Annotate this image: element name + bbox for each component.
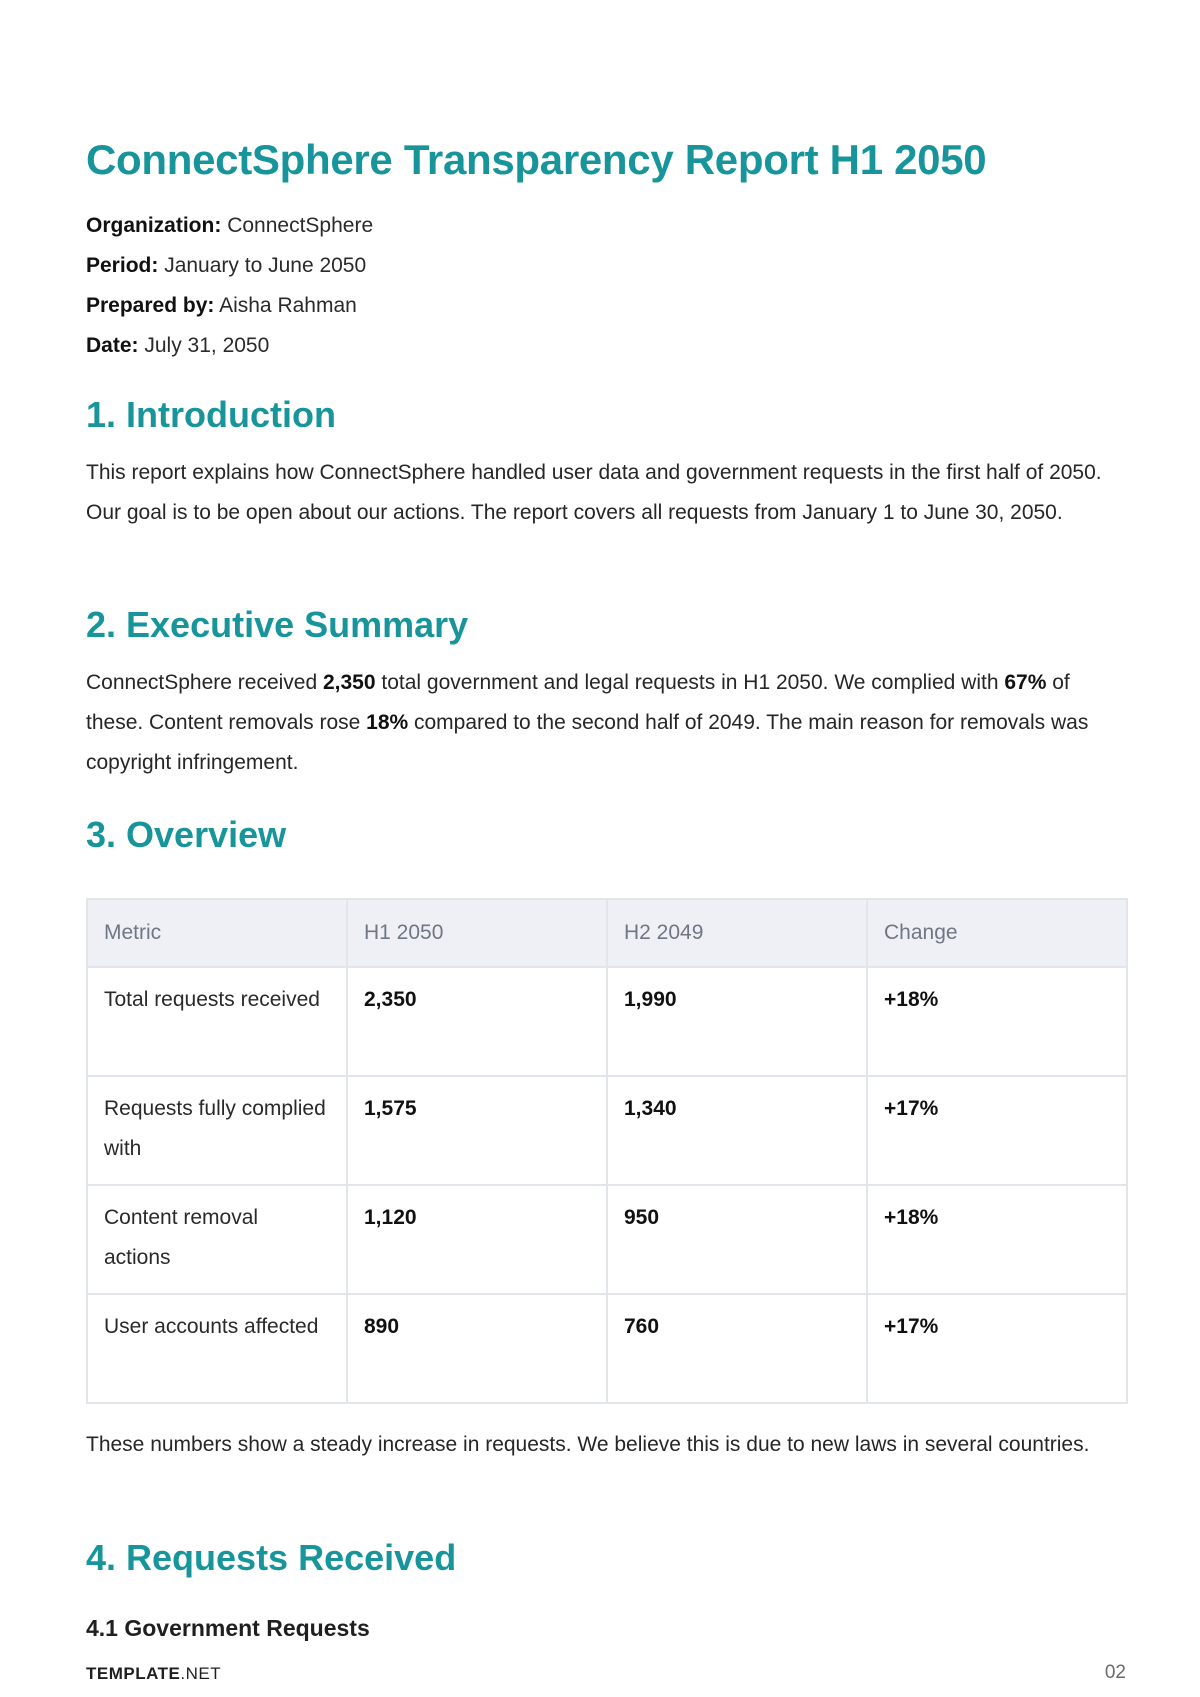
summary-removal-increase: 18% (366, 711, 409, 734)
metric-cell: Content removal actions (87, 1185, 347, 1294)
summary-total-requests: 2,350 (322, 671, 376, 694)
table-row (87, 1185, 1127, 1294)
summary-text-part: compared to the second half of 2049. The main reason for removals was copyright infringement. (86, 711, 1089, 774)
change-cell: +17% (867, 1294, 1127, 1403)
h2-2049-cell: 1,340 (607, 1076, 867, 1185)
h1-2050-cell: 1,120 (347, 1185, 607, 1294)
metric-cell: Total requests received (87, 967, 347, 1076)
meta-value: January to June 2050 (164, 254, 367, 277)
overview-note: These numbers show a steady increase in requests. We believe this is due to new laws in several countries. (86, 1433, 1090, 1456)
meta-date (86, 326, 373, 366)
requests-received-heading: 4. Requests Received (86, 1537, 457, 1578)
table-row (87, 1294, 1127, 1403)
meta-prepared-by (86, 286, 373, 326)
h1-2050-cell: 890 (347, 1294, 607, 1403)
overview-heading: 3. Overview (86, 814, 287, 855)
meta-label: Prepared by: (86, 294, 215, 317)
change-cell: +18% (867, 967, 1127, 1076)
column-header: H1 2050 (347, 899, 607, 967)
introduction-text: This report explains how ConnectSphere handled user data and government requests in the first half of 2050. Our goal is to be open about our actions. The report covers all requests from January 1 to June 30, 2050. (86, 461, 1102, 524)
executive-summary-heading: 2. Executive Summary (86, 604, 469, 645)
summary-text-part: total government and legal requests in H1 2050. We complied with (375, 671, 1005, 694)
column-header: Change (867, 899, 1127, 967)
column-header: Metric (87, 899, 347, 967)
meta-organization (86, 206, 373, 246)
page-number: 02 (1104, 1662, 1126, 1683)
change-cell: +18% (867, 1185, 1127, 1294)
h1-2050-cell: 1,575 (347, 1076, 607, 1185)
table-header-row (87, 899, 1127, 967)
meta-value: ConnectSphere (227, 214, 374, 237)
brand-name: TEMPLATE (86, 1664, 181, 1683)
h1-2050-cell: 2,350 (347, 967, 607, 1076)
meta-label: Period: (86, 254, 159, 277)
meta-label: Date: (86, 334, 139, 357)
overview-table (86, 898, 1128, 1404)
summary-text-part: ConnectSphere received (86, 671, 323, 694)
summary-text-part: of these. Content removals rose (86, 671, 1070, 734)
document-meta (86, 206, 373, 366)
document-title: ConnectSphere Transparency Report H1 2050 (86, 136, 987, 183)
footer-brand-logo (86, 1664, 221, 1684)
meta-value: Aisha Rahman (219, 294, 357, 317)
column-header: H2 2049 (607, 899, 867, 967)
table-row (87, 967, 1127, 1076)
brand-suffix: .NET (180, 1664, 222, 1683)
h2-2049-cell: 1,990 (607, 967, 867, 1076)
meta-period (86, 246, 373, 286)
government-requests-subheading: 4.1 Government Requests (86, 1615, 370, 1641)
introduction-heading: 1. Introduction (86, 394, 336, 435)
h2-2049-cell: 760 (607, 1294, 867, 1403)
h2-2049-cell: 950 (607, 1185, 867, 1294)
metric-cell: Requests fully complied with (87, 1076, 347, 1185)
meta-value: July 31, 2050 (144, 334, 270, 357)
executive-summary-text (86, 663, 1126, 783)
summary-compliance-rate: 67% (1004, 671, 1047, 694)
meta-label: Organization: (86, 214, 222, 237)
metric-cell: User accounts affected (87, 1294, 347, 1403)
table-row (87, 1076, 1127, 1185)
change-cell: +17% (867, 1076, 1127, 1185)
